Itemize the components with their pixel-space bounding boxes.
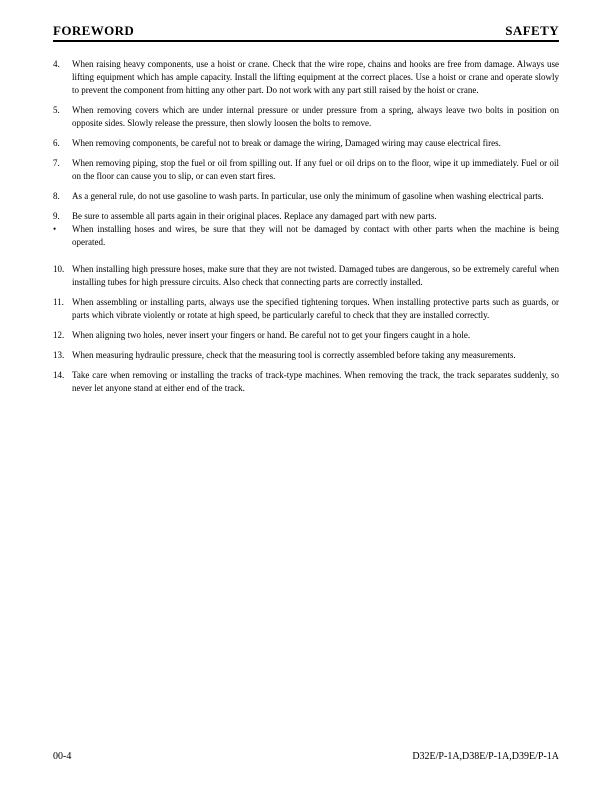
list-item-number: 13. xyxy=(53,350,65,360)
list-item-text: When removing components, be careful not to break or damage the wiring, Damaged wiring may cause electrical fires. xyxy=(72,138,501,148)
header-chapter-title: SAFETY xyxy=(505,23,559,38)
list-item-text: When measuring hydraulic pressure, check that the measuring tool is correctly assembled before taking any measurements. xyxy=(72,350,516,360)
list-item-text: When installing hoses and wires, be sure that they will not be damaged by contact with other parts when the machine is being operated. xyxy=(72,224,559,247)
list-item xyxy=(53,369,559,395)
page-footer xyxy=(53,750,559,763)
list-item-number: 7. xyxy=(53,158,60,168)
list-item-number: 4. xyxy=(53,59,60,69)
page-number: 00-4 xyxy=(53,751,72,762)
list-item-text: When removing covers which are under internal pressure or under pressure from a spring, always leave two bolts in position on opposite sides. Slowly release the pressure, then slowly loosen the bolts to remove. xyxy=(72,105,559,128)
list-item-number: 14. xyxy=(53,370,65,380)
safety-instructions-list xyxy=(53,58,559,395)
list-item-number: 5. xyxy=(53,105,60,115)
list-item-text: When removing piping, stop the fuel or oil from spilling out. If any fuel or oil drips on to the floor, wipe it up immediately. Fuel or oil on the floor can cause you to slip, or can even start fires. xyxy=(72,158,559,181)
header-section-title: FOREWORD xyxy=(53,23,135,38)
list-item xyxy=(53,157,559,183)
page-header xyxy=(53,24,559,42)
list-item-number: 12. xyxy=(53,330,65,340)
list-item xyxy=(53,296,559,322)
list-item xyxy=(53,210,559,223)
list-item-text: Be sure to assemble all parts again in their original places. Replace any damaged part with new parts. xyxy=(72,211,437,221)
list-item-text: As a general rule, do not use gasoline to wash parts. In particular, use only the minimum of gasoline when washing electrical parts. xyxy=(72,191,544,201)
list-item-number: 8. xyxy=(53,191,60,201)
list-item-text: When assembling or installing parts, always use the specified tightening torques. When installing protective parts such as guards, or parts which vibrate violently or rotate at high speed, be particularly careful to check that they are installed correctly. xyxy=(72,297,559,320)
list-item-number: 10. xyxy=(53,264,65,274)
list-item-text: Take care when removing or installing the tracks of track-type machines. When removing the track, the track separates suddenly, so never let anyone stand at either end of the track. xyxy=(72,370,559,393)
model-codes: D32E/P-1A,D38E/P-1A,D39E/P-1A xyxy=(412,751,559,762)
list-item xyxy=(53,349,559,362)
list-item-number: 9. xyxy=(53,211,60,221)
list-item xyxy=(53,329,559,342)
list-item-number: 6. xyxy=(53,138,60,148)
list-item-bullet xyxy=(53,223,559,249)
bullet-icon: • xyxy=(53,224,57,234)
list-item xyxy=(53,137,559,150)
list-item-text: When installing high pressure hoses, make sure that they are not twisted. Damaged tubes are dangerous, so be extremely careful when installing tubes for high pressure circuits. Also check that connecting parts are correctly installed. xyxy=(72,264,559,287)
list-item xyxy=(53,58,559,97)
list-item xyxy=(53,263,559,289)
list-item xyxy=(53,190,559,203)
list-item xyxy=(53,104,559,130)
list-item-text: When aligning two holes, never insert your fingers or hand. Be careful not to get your fingers caught in a hole. xyxy=(72,330,471,340)
list-item-number: 11. xyxy=(53,297,64,307)
list-item-text: When raising heavy components, use a hoist or crane. Check that the wire rope, chains and hooks are free from damage. Always use lifting equipment which has ample capacity. Install the lifting equipment at the correct places. Use a hoist or crane and operate slowly to prevent the component from hitting any other part. Do not work with any part still raised by the hoist or crane. xyxy=(72,59,559,95)
